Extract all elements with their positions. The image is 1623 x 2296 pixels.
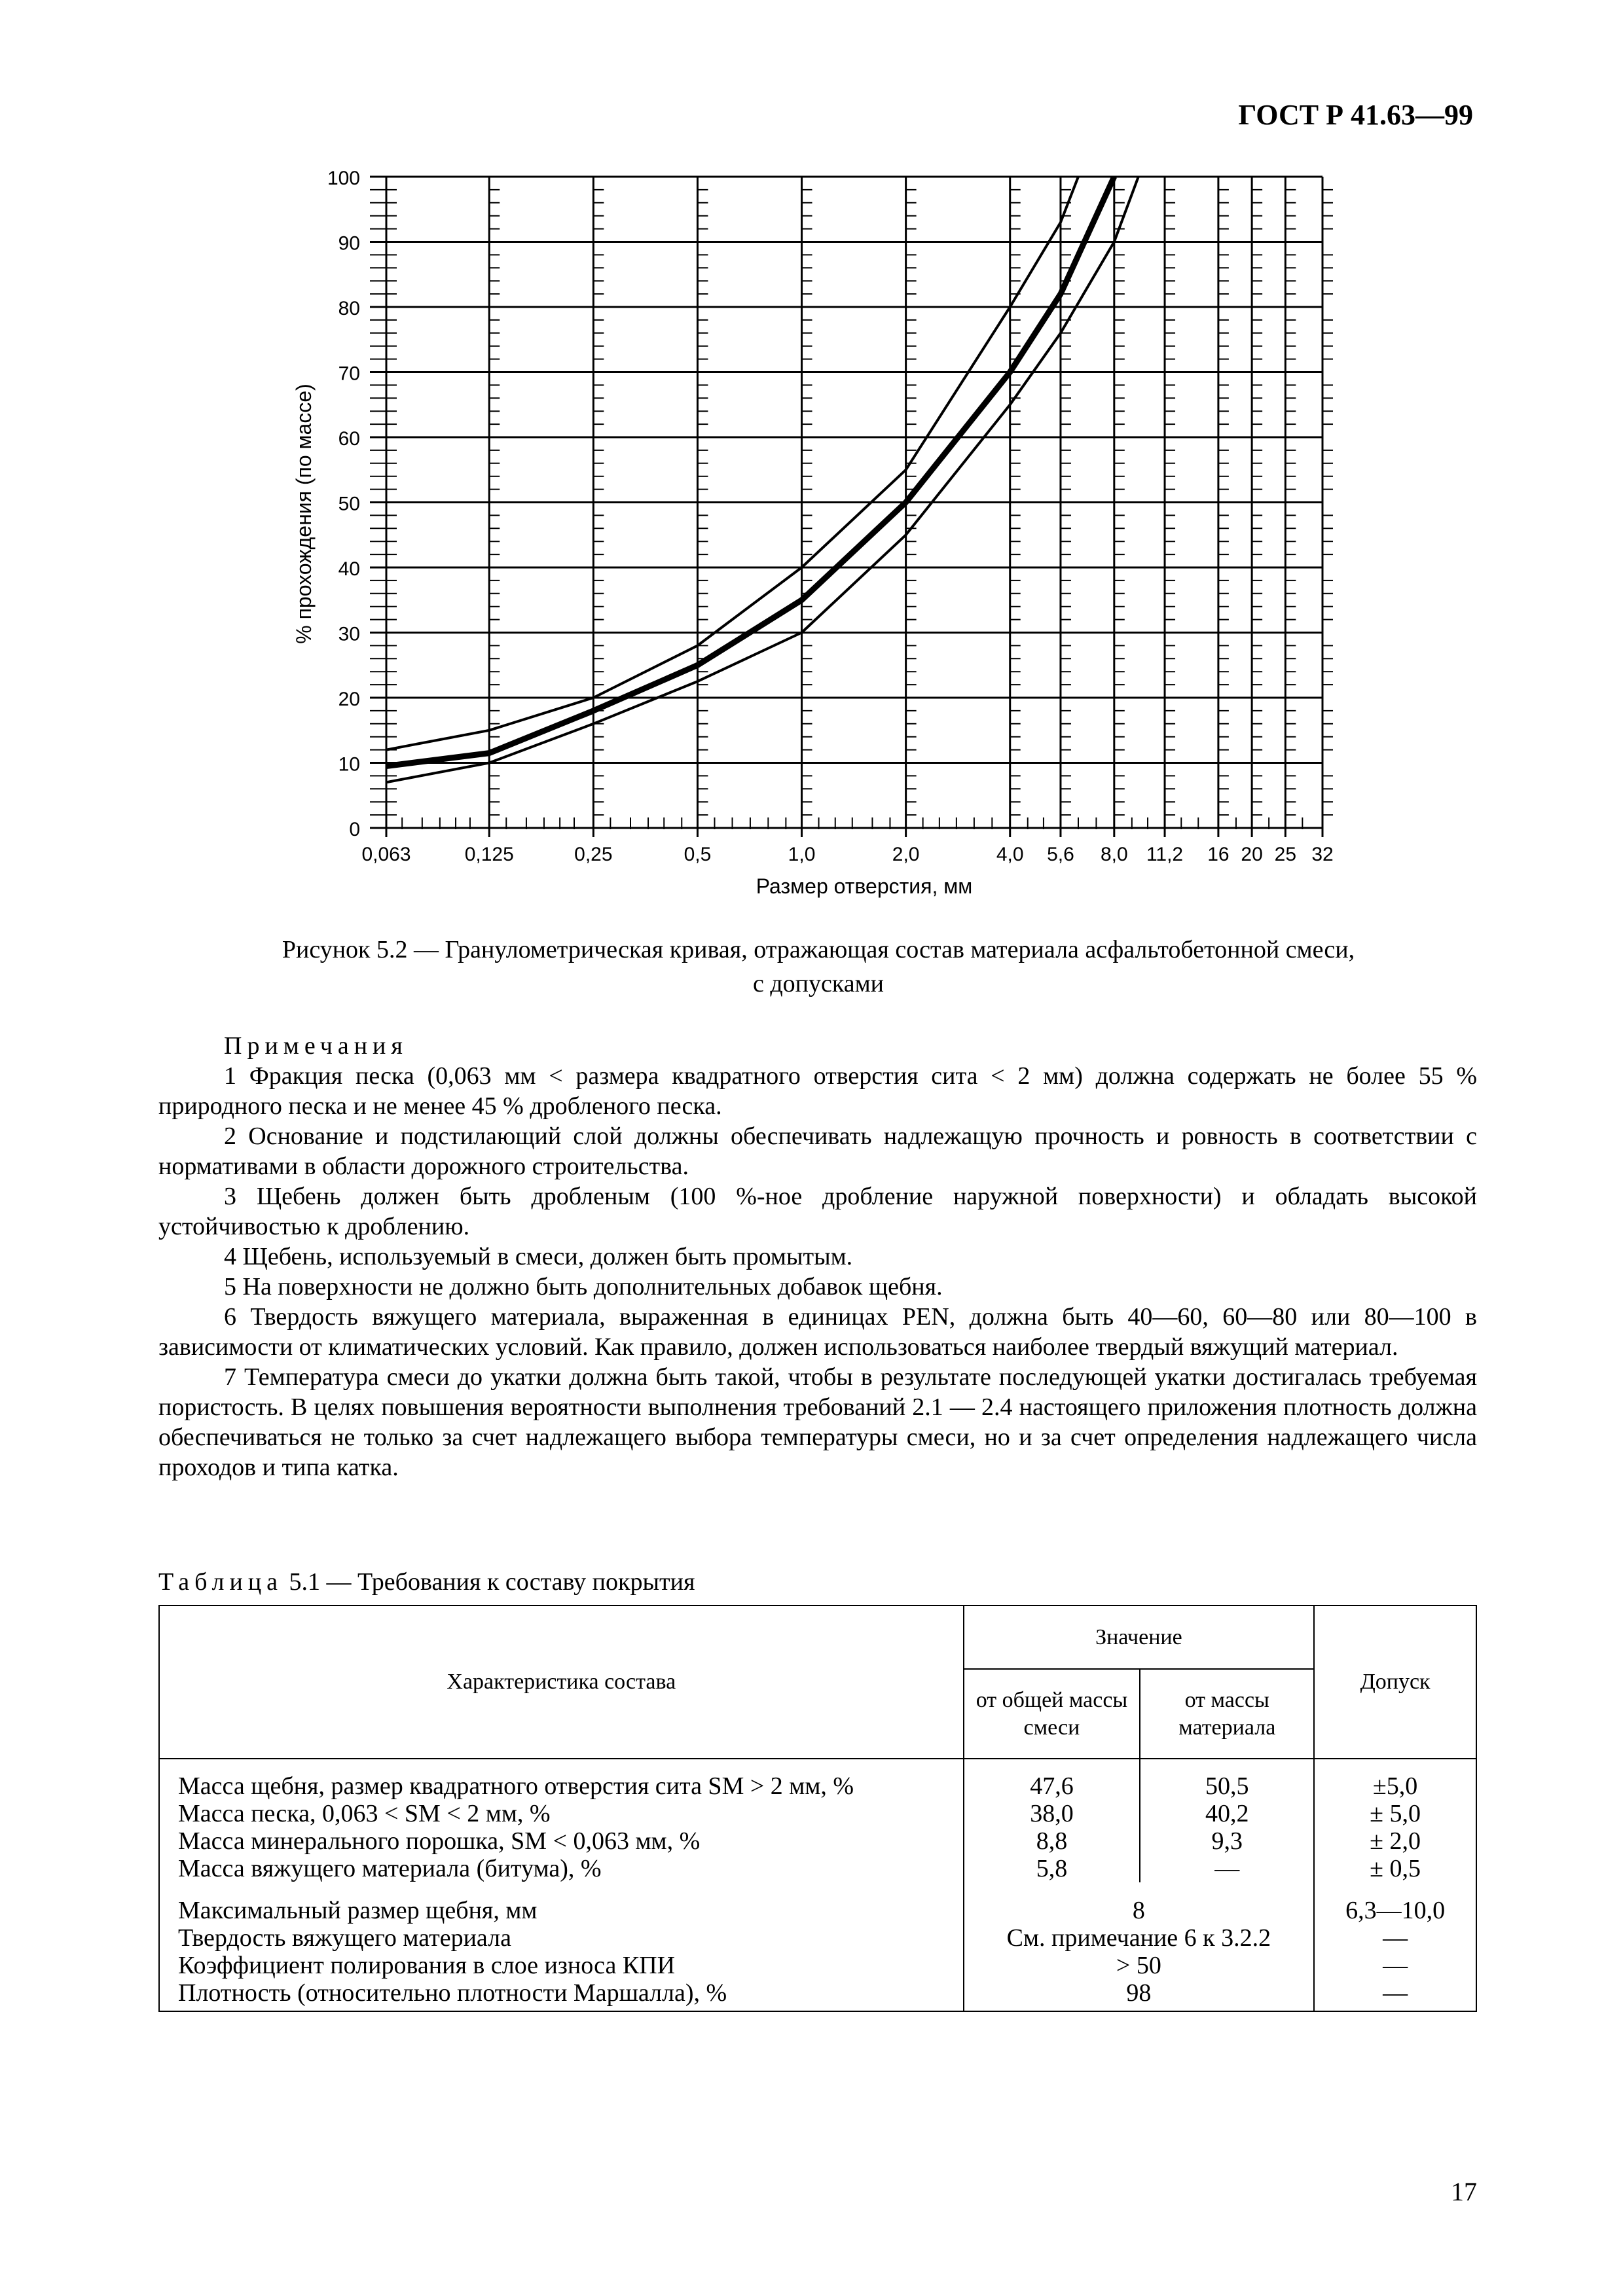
y-axis-label: % прохождения (по массе) [292, 384, 316, 644]
y-tick-label: 90 [338, 232, 360, 255]
x-tick-label: 11,2 [1146, 844, 1184, 865]
note-item: 2 Основание и подстилающий слой должны обеспечивать надлежащую прочность и ровность в соответствии с нормативами в области дорожного строительства. [158, 1122, 1477, 1180]
row-name: Максимальный размер щебня, мм [159, 1882, 964, 1924]
y-tick-label: 50 [338, 493, 360, 515]
x-tick-label: 1,0 [788, 844, 816, 865]
table-row [159, 1924, 1476, 1952]
series-line-target [386, 177, 1114, 766]
chart-grid [370, 177, 1322, 837]
y-tick-label: 40 [338, 558, 360, 580]
x-axis-label: Размер отверстия, мм [756, 874, 973, 898]
x-tick-label: 20 [1241, 844, 1263, 865]
row-value-material: 9,3 [1140, 1827, 1314, 1855]
header-of-mix: от общей массы смеси [964, 1669, 1140, 1759]
note-item: 1 Фракция песка (0,063 мм < размера квадратного отверстия сита < 2 мм) должна содержать не более 55 % природного песка и не менее 45 % дробленого песка. [158, 1062, 1477, 1120]
x-tick-label: 0,125 [464, 844, 514, 865]
page-number: 17 [1451, 2177, 1477, 2206]
header-of-material: от массы материала [1140, 1669, 1314, 1759]
row-name: Масса песка, 0,063 < SM < 2 мм, % [159, 1800, 964, 1827]
y-tick-label: 10 [338, 753, 360, 776]
x-tick-label: 8,0 [1100, 844, 1128, 865]
row-value-merged: 98 [964, 1979, 1315, 2011]
x-tick-label: 5,6 [1047, 844, 1074, 865]
table-row [159, 1855, 1476, 1882]
header-characteristic: Характеристика состава [159, 1605, 964, 1759]
table-row [159, 1979, 1476, 2011]
document-code: ГОСТ Р 41.63—99 [1238, 99, 1473, 131]
note-item: 3 Щебень должен быть дробленым (100 %-ное дробление наружной поверхности) и обладать высокой устойчивостью к дроблению. [158, 1183, 1477, 1240]
table-title [158, 1568, 695, 1596]
x-tick-label: 0,5 [684, 844, 712, 865]
table-row [159, 1952, 1476, 1979]
table-row [159, 1827, 1476, 1855]
y-tick-label: 30 [338, 623, 360, 645]
row-tolerance: ±5,0 [1314, 1759, 1476, 1800]
row-value-material: 40,2 [1140, 1800, 1314, 1827]
table-row [159, 1882, 1476, 1924]
note-item: 7 Температура смеси до укатки должна быть такой, чтобы в результате последующей укатки достигалась требуемая пористость. В целях повышения вероятности выполнения требований 2.1 — 2.4 настоящего приложения плотность должна обеспечиваться не только за счет надлежащего выбора температуры смеси, но и за счет определения надлежащего числа проходов и типа катка. [158, 1363, 1477, 1481]
caption-line-2: с допусками [752, 970, 884, 997]
row-tolerance: ± 5,0 [1314, 1800, 1476, 1827]
figure-caption [164, 933, 1473, 1001]
note-item: 6 Твердость вяжущего материала, выраженная в единицах PEN, должна быть 40—60, 60—80 или 80—100 в зависимости от климатических условий. Как правило, должен использоваться наиболее твердый вяжущий материал. [158, 1303, 1477, 1361]
row-name: Масса минерального порошка, SM < 0,063 мм, % [159, 1827, 964, 1855]
row-value-merged: 8 [964, 1882, 1315, 1924]
y-tick-label: 0 [349, 819, 360, 840]
row-value-merged: См. примечание 6 к 3.2.2 [964, 1924, 1315, 1952]
x-tick-label: 32 [1311, 844, 1334, 865]
row-name: Коэффициент полирования в слое износа КПИ [159, 1952, 964, 1979]
notes-title: Примечания [224, 1032, 408, 1060]
y-tick-label: 60 [338, 428, 360, 450]
header-tolerance: Допуск [1314, 1605, 1476, 1759]
table-row [159, 1800, 1476, 1827]
table-caption: 5.1 — Требования к составу покрытия [283, 1568, 695, 1596]
row-name: Плотность (относительно плотности Маршалла), % [159, 1979, 964, 2011]
row-name: Масса щебня, размер квадратного отверстия сита SM > 2 мм, % [159, 1759, 964, 1800]
x-tick-label: 0,063 [361, 844, 411, 865]
granulometric-chart [0, 0, 1623, 929]
row-value-mix: 38,0 [964, 1800, 1140, 1827]
x-tick-label: 2,0 [892, 844, 920, 865]
chart-tick-labels [327, 168, 1334, 865]
caption-line-1: Рисунок 5.2 — Гранулометрическая кривая, отражающая состав материала асфальтобетонной смеси, [282, 936, 1355, 963]
x-tick-label: 0,25 [574, 844, 613, 865]
row-name: Масса вяжущего материала (битума), % [159, 1855, 964, 1882]
row-tolerance: ± 2,0 [1314, 1827, 1476, 1855]
composition-table [158, 1605, 1477, 2012]
row-tolerance: — [1314, 1952, 1476, 1979]
note-item: 5 На поверхности не должно быть дополнительных добавок щебня. [224, 1273, 943, 1300]
row-tolerance: 6,3—10,0 [1314, 1882, 1476, 1924]
row-tolerance: — [1314, 1924, 1476, 1952]
header-value: Значение [964, 1605, 1315, 1669]
notes-section [158, 1031, 1477, 1482]
row-value-merged: > 50 [964, 1952, 1315, 1979]
x-tick-label: 16 [1207, 844, 1230, 865]
row-value-mix: 47,6 [964, 1759, 1140, 1800]
row-tolerance: ± 0,5 [1314, 1855, 1476, 1882]
row-value-material: 50,5 [1140, 1759, 1314, 1800]
x-tick-label: 4,0 [996, 844, 1024, 865]
chart-minor-ticks [370, 190, 1333, 829]
x-tick-label: 25 [1274, 844, 1297, 865]
y-tick-label: 20 [338, 689, 360, 710]
y-tick-label: 100 [327, 168, 360, 189]
row-value-material: — [1140, 1855, 1314, 1882]
row-name: Твердость вяжущего материала [159, 1924, 964, 1952]
row-value-mix: 8,8 [964, 1827, 1140, 1855]
y-tick-label: 80 [338, 298, 360, 319]
row-value-mix: 5,8 [964, 1855, 1140, 1882]
note-item: 4 Щебень, используемый в смеси, должен быть промытым. [224, 1243, 853, 1270]
table-label: Таблица [158, 1568, 283, 1596]
row-tolerance: — [1314, 1979, 1476, 2011]
y-tick-label: 70 [338, 363, 360, 385]
table-row [159, 1759, 1476, 1800]
